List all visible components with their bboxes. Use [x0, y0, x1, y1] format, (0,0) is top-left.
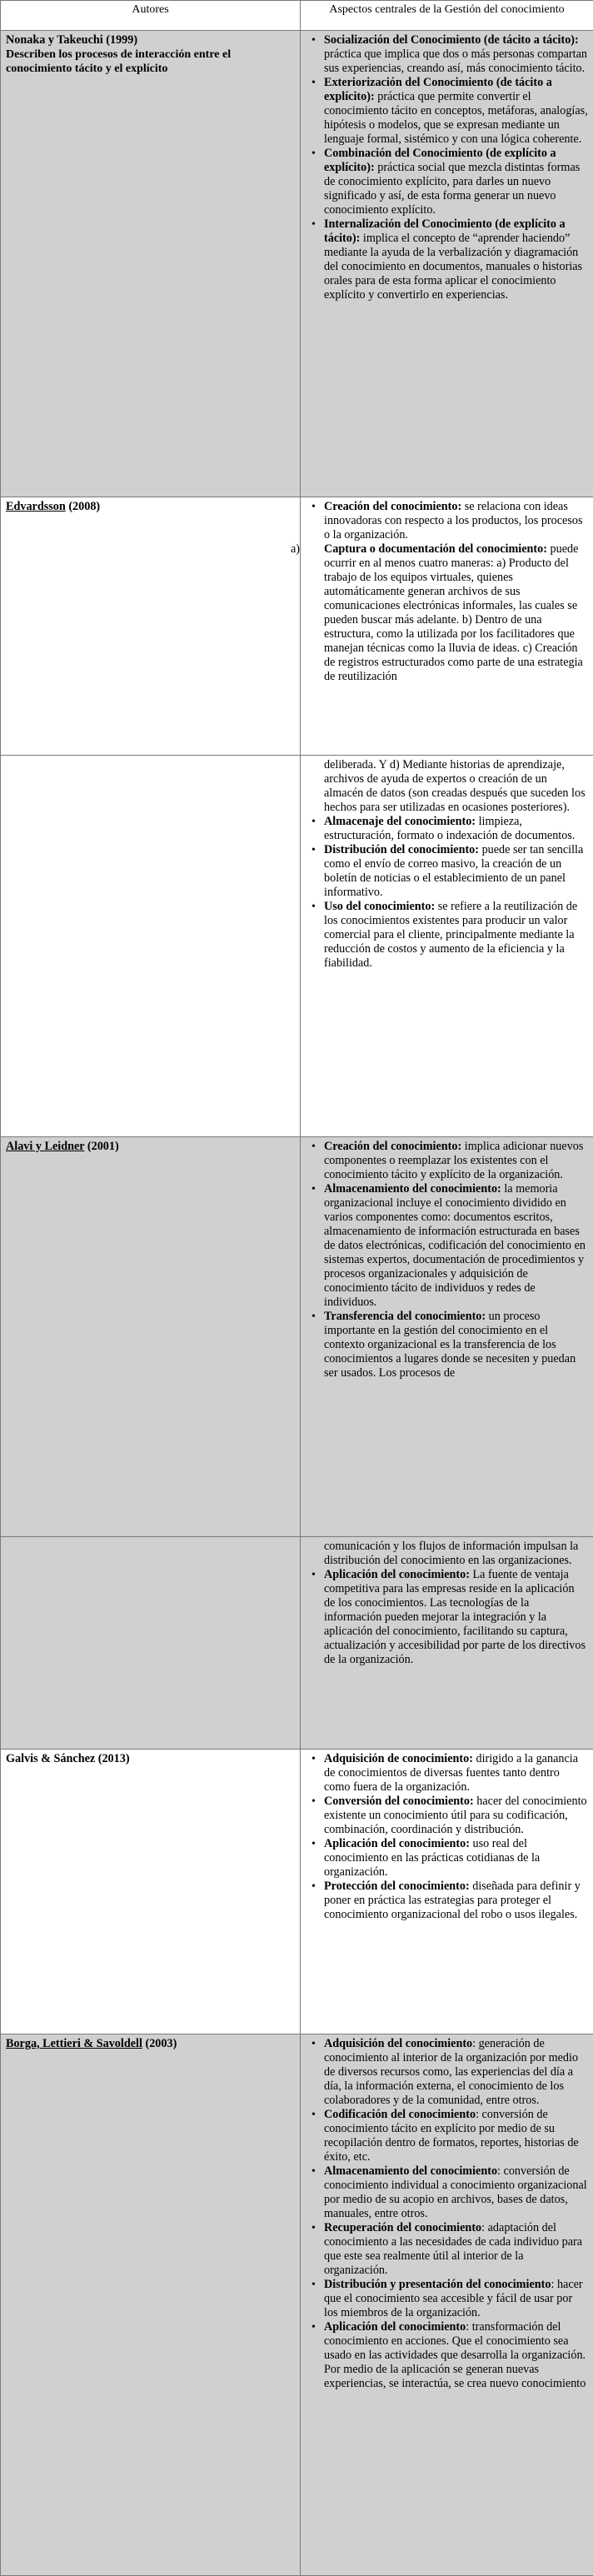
- list-item: • Adquisición de conocimiento: dirigido a la ganancia de conocimientos de diversas fuentes tanto dentro como fuera de la organización.: [324, 1752, 588, 1795]
- aspects-cell: [301, 756, 593, 1137]
- aspects-list: [306, 1140, 588, 1380]
- table-row: [1, 1537, 593, 1750]
- list-item: • Almacenamiento del conocimiento: conversión de conocimiento individual a conocimiento organizacional por medio de su acopio en archivos, bases de datos, manuales, entre otros.: [324, 2164, 588, 2221]
- list-item: • Exteriorización del Conocimiento (de tácito a explícito): práctica que permite convertir el conocimiento tácito en conceptos, metáforas, analogías, hipótesis o modelos, que se expresan mediante un lenguaje formal, sistémico y con una lógica coherente.: [324, 76, 588, 147]
- table-row: [1, 1750, 593, 2034]
- continuation-text: comunicación y los flujos de información impulsan la distribución del conocimiento en las organizaciones.: [306, 1540, 588, 1568]
- list-item: • Codificación del conocimiento: conversión de conocimiento tácito en explícito por medio de su recopilación dentro de formatos, reportes, historias de éxito, etc.: [324, 2108, 588, 2164]
- author-description: Describen los procesos de interacción entre el conocimiento tácito y el explícito: [6, 47, 295, 76]
- list-item: • Transferencia del conocimiento: un proceso importante en la gestión del conocimiento en el contexto organizacional es la transferencia de los conocimientos a lugares donde se necesiten y puedan ser usados. Los procesos de: [324, 1310, 588, 1380]
- list-item: • Adquisición del conocimiento: generación de conocimiento al interior de la organización por medio de diversos recursos como, las experiencias del día a día, la información externa, el conocimiento de los colaboradores y de la comunidad, entre otros.: [324, 2037, 588, 2108]
- table-header-row: [1, 1, 593, 31]
- aspects-list: [306, 815, 588, 971]
- list-item: • Conversión del conocimiento: hacer del conocimiento existente un conocimiento útil para su codificación, combinación, coordinación y distribución.: [324, 1795, 588, 1837]
- aspects-list: [306, 500, 588, 542]
- aspects-cell: [301, 2034, 593, 2576]
- aspects-list: [306, 1568, 588, 1667]
- table-row: [1, 31, 593, 497]
- author-cell: [1, 1537, 301, 1750]
- author-name: Alavi y Leidner (2001): [6, 1140, 295, 1154]
- header-autores: Autores: [1, 1, 301, 31]
- author-name: Nonaka y Takeuchi (1999): [6, 33, 295, 47]
- list-item: • Internalización del Conocimiento (de explícito a tácito): implica el concepto de “aprender haciendo” mediante la ayuda de la verbalización y diagramación del conocimiento en documentos, manuales o historias orales para de esta forma aplicar el conocimiento explícito y convertirlo en experiencias.: [324, 217, 588, 302]
- list-item: • Aplicación del conocimiento: uso real del conocimiento en las prácticas cotidianas de la organización.: [324, 1837, 588, 1880]
- author-cell: [1, 1750, 301, 2034]
- list-item: • Combinación del Conocimiento (de explícito a explícito): práctica social que mezcla distintas formas de conocimiento explícito, para darles un nuevo significado y así, de esta forma generar un nuevo conocimiento explícito.: [324, 147, 588, 217]
- table-row: [1, 497, 593, 756]
- list-item: • Aplicación del conocimiento: La fuente de ventaja competitiva para las empresas reside en la aplicación de los conocimientos. Las tecnologías de la información pueden mejorar la integración y la aplicación del conocimiento, facilitando su captura, actualización y accesibilidad por parte de los directivos de la organización.: [324, 1568, 588, 1667]
- author-cell: [1, 1137, 301, 1537]
- aspects-list: [306, 33, 588, 302]
- list-item: • Creación del conocimiento: implica adicionar nuevos componentes o reemplazar los existentes con el conocimiento tácito y explícito de la organización.: [324, 1140, 588, 1182]
- list-item: • Almacenamiento del conocimiento: la memoria organizacional incluye el conocimiento dividido en varios componentes como: documentos escritos, almacenamiento de información estructurada en bases de datos electrónicas, codificación del conocimiento en sistemas expertos, documentación de procedimientos y procesos organizacionales y adquisición de conocimiento tácito de individuos y redes de individuos.: [324, 1182, 588, 1310]
- author-name: Borga, Lettieri & Savoldell (2003): [6, 2037, 295, 2051]
- author-name: Edvardsson (2008): [6, 500, 295, 514]
- table-row: [1, 756, 593, 1137]
- continuation-text: deliberada. Y d) Mediante historias de aprendizaje, archivos de ayuda de expertos o creación de un almacén de datos (son creadas después que suceden los hechos para ser utilizadas en ocasiones posteriores).: [306, 758, 588, 815]
- list-item: • Distribución del conocimiento: puede ser tan sencilla como el envío de correo masivo, la creación de un boletín de noticias o el establecimiento de un panel informativo.: [324, 843, 588, 900]
- author-cell: [1, 497, 301, 756]
- aspects-cell: [301, 1750, 593, 2034]
- aspects-list: [306, 1752, 588, 1922]
- author-cell: [1, 31, 301, 497]
- aspects-cell: [301, 1137, 593, 1537]
- list-item: a) Captura o documentación del conocimiento: puede ocurrir en al menos cuatro maneras: a) Producto del trabajo de los equipos virtuales, quienes automáticamente generan archivos de sus comunicaciones electrónicas informales, las cuales se pueden buscar más adelante. b) Dentro de una estructura, como la utilizada por los facilitadores que manejan técnicas como la lluvia de ideas. c) Creación de registros estructurados como parte de una estrategia de reutilización: [306, 542, 588, 684]
- table-row: [1, 2034, 593, 2576]
- author-cell: [1, 756, 301, 1137]
- aspects-list: [306, 2037, 588, 2391]
- aspects-cell: [301, 497, 593, 756]
- list-item: • Recuperación del conocimiento: adaptación del conocimiento a las necesidades de cada individuo para que este sea realmente útil al interior de la organización.: [324, 2221, 588, 2278]
- author-cell: [1, 2034, 301, 2576]
- aspects-cell: [301, 1537, 593, 1750]
- header-aspectos: Aspectos centrales de la Gestión del conocimiento: [301, 1, 593, 31]
- list-item: • Socialización del Conocimiento (de tácito a tácito): práctica que implica que dos o más personas compartan sus experiencias, creando así, más conocimiento tácito.: [324, 33, 588, 76]
- aspects-cell: [301, 31, 593, 497]
- list-item: • Almacenaje del conocimiento: limpieza, estructuración, formato o indexación de documentos.: [324, 815, 588, 843]
- list-item: • Aplicación del conocimiento: transformación del conocimiento en acciones. Que el conocimiento sea usado en las actividades que desarrolla la organización. Por medio de la aplicación se generan nuevas experiencias, se interactúa, se crea nuevo conocimiento: [324, 2320, 588, 2391]
- list-item: • Creación del conocimiento: se relaciona con ideas innovadoras con respecto a los productos, los procesos o la organización.: [324, 500, 588, 542]
- table-row: [1, 1137, 593, 1537]
- author-name: Galvis & Sánchez (2013): [6, 1752, 295, 1766]
- list-item: • Distribución y presentación del conocimiento: hacer que el conocimiento sea accesible y fácil de usar por los miembros de la organización.: [324, 2278, 588, 2320]
- list-item: • Uso del conocimiento: se refiere a la reutilización de los conocimientos existentes para producir un valor comercial para el cliente, principalmente mediante la reducción de costos y aumento de la eficiencia y la fiabilidad.: [324, 900, 588, 971]
- list-item: • Protección del conocimiento: diseñada para definir y poner en práctica las estrategias para proteger el conocimiento organizacional del robo o usos ilegales.: [324, 1880, 588, 1922]
